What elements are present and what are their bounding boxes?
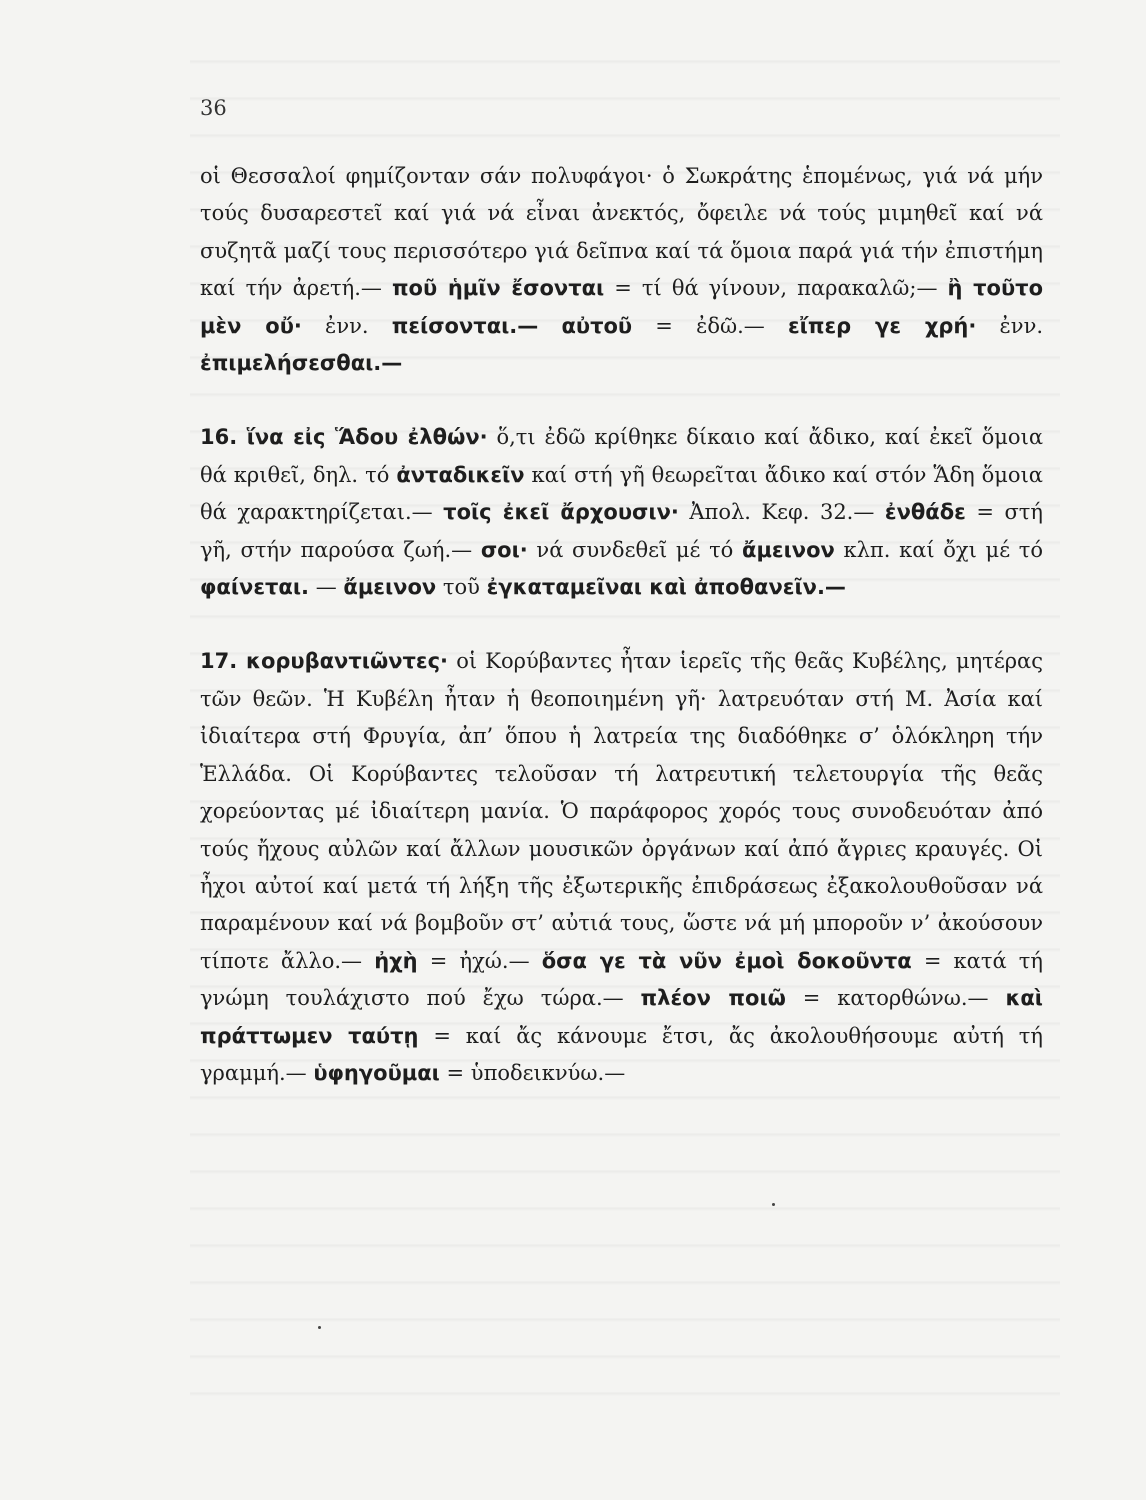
commentary-segment	[538, 314, 561, 338]
lemma-bold: ἢ τοῦτο μὲν οὔ·	[200, 276, 1043, 338]
commentary-segment: = τί θά γίνουν, παρακαλῶ;—	[604, 276, 948, 301]
commentary-paragraph	[200, 158, 1043, 382]
commentary-segment: οἱ Κορύβαντες ἦταν ἱερεῖς τῆς θεᾶς Κυβέλης, μητέρας τῶν θεῶν. Ἡ Κυβέλη ἦταν ἡ θεοποιημένη γῆ· λατρευόταν στή Μ. Ἀσία καί ἰδιαίτερα στή Φρυγία, ἀπ’ ὅπου ἡ λατρεία της διαδόθηκε σ’ ὁλόκληρη τήν Ἑλλάδα. Οἱ Κορύβαντες τελοῦσαν τή λατρευτική τελετουργία τῆς θεᾶς χορεύοντας μέ ἰδιαίτερη μανία. Ὁ παράφορος χορός τους συνοδευόταν ἀπό τούς ἤχους αὐλῶν καί ἄλλων μουσικῶν ὀργάνων καί ἀπό ἄγριες κραυγές. Οἱ ἦχοι αὐτοί καί μετά τή λήξη τῆς ἐξωτερικῆς ἐπιδράσεως ἐξακολουθοῦσαν νά παραμένουν καί νά βομβοῦν στ’ αὐτιά τους, ὥστε νά μή μποροῦν ν’ ἀκούσουν τίποτε ἄλλο.—	[200, 649, 1044, 973]
commentary-segment: = ἠχώ.—	[417, 948, 542, 973]
commentary-segment: = στή γῆ, στήν παρούσα ζωή.—	[200, 500, 1044, 562]
lemma-bold: ἄμεινον	[742, 537, 835, 562]
lemma-bold: σοι·	[480, 537, 528, 562]
commentary-segment: = κατά τή γνώμη τουλάχιστο πού ἔχω τώρα.—	[200, 948, 1043, 1011]
lemma-bold: ἐπιμελήσεσθαι.—	[200, 351, 403, 376]
commentary-segment: τοῦ	[436, 575, 487, 600]
commentary-segment: κλπ. καί ὄχι μέ τό	[834, 537, 1044, 562]
lemma-bold: 17. κορυβαντιῶντες·	[200, 649, 449, 674]
lemma-bold: τοῖς ἐκεῖ ἄρχουσιν·	[443, 500, 679, 525]
commentary-segment: = ἐδῶ.—	[632, 313, 788, 338]
lemma-bold: ποῦ ἡμῖν ἔσονται	[391, 276, 605, 301]
ink-speck	[772, 1203, 775, 1206]
commentary-segment: = καί ἄς κάνουμε ἔτσι, ἄς ἀκολουθήσουμε αὐτή τή γραμμή.—	[200, 1023, 1044, 1085]
commentary-segment: = ὑποδεικνύω.—	[439, 1060, 626, 1085]
commentary-segment: ἐνν.	[976, 313, 1044, 338]
lemma-bold: ἀνταδικεῖν	[396, 462, 525, 487]
lemma-bold: ὅσα γε τὰ νῦν ἐμοὶ δοκοῦντα	[541, 948, 912, 973]
lemma-bold: ἠχὴ	[374, 948, 418, 973]
commentary-segment: = κατορθώνω.—	[785, 986, 1006, 1011]
commentary-segment: ἐνν.	[301, 313, 392, 338]
commentary-segment: οἱ Θεσσαλοί φημίζονταν σάν πολυφάγοι· ὁ Σωκράτης ἑπομένως, γιά νά μήν τούς δυσαρεστεῖ καί γιά νά εἶναι ἀνεκτός, ὄφειλε νά τούς μιμηθεῖ καί νά συζητᾶ μαζί τους περισσότερο γιά δεῖπνα καί τά ὅμοια παρά γιά τήν ἐπιστήμη καί τήν ἀρετή.—	[200, 164, 1043, 301]
lemma-bold: ἐνθάδε	[884, 500, 966, 525]
lemma-bold: ἄμεινον	[343, 575, 437, 600]
lemma-bold: ἐγκαταμεῖναι καὶ ἀποθανεῖν.—	[486, 575, 846, 600]
commentary-segment: καί στή γῆ θεωρεῖται ἄδικο καί στόν Ἅδη ὅμοια θά χαρακτηρίζεται.—	[200, 462, 1043, 525]
lemma-bold: αὐτοῦ	[561, 313, 633, 338]
lemma-bold: πείσονται.—	[391, 313, 539, 338]
commentary-segment: νά συνδεθεῖ μέ τό	[527, 537, 743, 562]
commentary-text	[200, 158, 1043, 1092]
commentary-paragraph	[200, 643, 1043, 1092]
lemma-bold: καὶ πράττωμεν ταύτῃ	[200, 986, 1043, 1048]
commentary-paragraph	[200, 419, 1043, 606]
page-number: 36	[200, 96, 227, 120]
ink-speck	[318, 1326, 321, 1329]
commentary-segment: Ἀπολ. Κεφ. 32.—	[678, 500, 885, 525]
lemma-bold: εἴπερ γε χρή·	[787, 313, 977, 338]
lemma-bold: πλέον ποιῶ	[640, 986, 786, 1011]
commentary-segment: ὅ,τι ἐδῶ κρίθηκε δίκαιο καί ἄδικο, καί ἐκεῖ ὅμοια θά κριθεῖ, δηλ. τό	[200, 425, 1043, 487]
lemma-bold: 16. ἵνα εἰς Ἅδου ἐλθών·	[200, 425, 488, 450]
lemma-bold: ὑφηγοῦμαι	[313, 1060, 440, 1085]
lemma-bold: φαίνεται.	[200, 575, 310, 600]
commentary-segment: —	[309, 575, 344, 600]
